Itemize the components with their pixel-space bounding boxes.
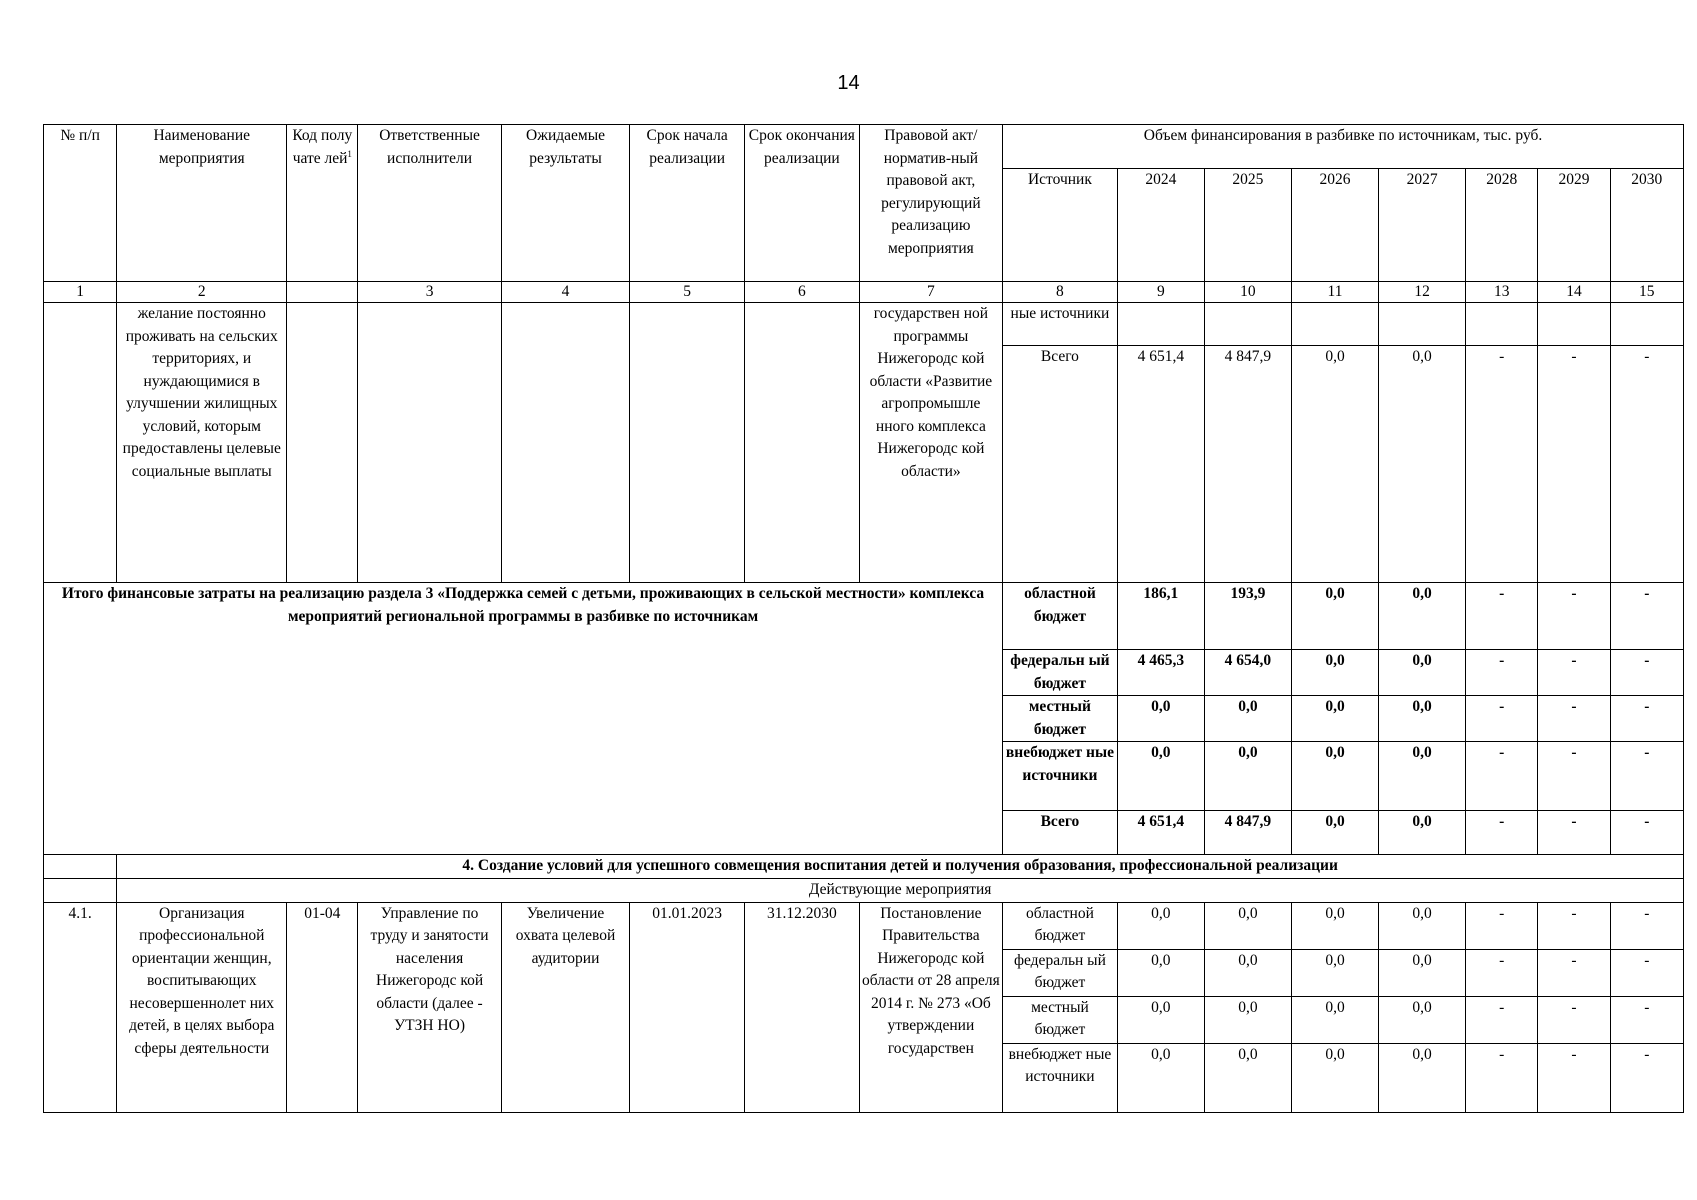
cell-value: -: [1466, 1043, 1538, 1112]
cell-value: 0,0: [1117, 949, 1204, 996]
cell-value: -: [1466, 949, 1538, 996]
cell-value: 0,0: [1117, 902, 1204, 949]
total-value: -: [1538, 696, 1610, 742]
total-value: 0,0: [1379, 650, 1466, 696]
header-code-footnote: 1: [347, 148, 352, 159]
cell-start: [630, 303, 745, 583]
column-number: 10: [1204, 282, 1291, 303]
header-year: 2025: [1204, 169, 1291, 282]
section-row: [44, 855, 1684, 879]
cell-num: 4.1.: [44, 902, 117, 1112]
header-code: [287, 125, 358, 282]
header-responsible: Ответственные исполнители: [358, 125, 501, 282]
total-value: 193,9: [1204, 583, 1291, 650]
cell-source: внебюджет ные источники: [1003, 1043, 1118, 1112]
cell-code: [287, 303, 358, 583]
total-value: 0,0: [1291, 650, 1378, 696]
section-title: 4. Создание условий для успешного совмещения воспитания детей и получения образования, профессиональной реализации: [117, 855, 1684, 879]
cell-value: [1466, 303, 1538, 346]
total-value: 0,0: [1291, 811, 1378, 855]
column-number: 3: [358, 282, 501, 303]
cell-results: [501, 303, 630, 583]
cell-value: 0,0: [1204, 996, 1291, 1043]
column-number: 13: [1466, 282, 1538, 303]
cell-value: 0,0: [1379, 996, 1466, 1043]
cell-value: -: [1610, 346, 1683, 583]
cell-act: государствен ной программы Нижегородс кой области «Развитие агропромышле нного комплекса Нижегородс кой области»: [859, 303, 1002, 583]
cell-value: 0,0: [1117, 1043, 1204, 1112]
column-number: 1: [44, 282, 117, 303]
column-number: [287, 282, 358, 303]
cell-value: -: [1538, 949, 1610, 996]
cell-value: -: [1610, 902, 1683, 949]
header-name: Наименование мероприятия: [117, 125, 287, 282]
cell-end: [744, 303, 859, 583]
column-number: 6: [744, 282, 859, 303]
cell-activity-name: желание постоянно проживать на сельских территориях, и нуждающимися в улучшении жилищных условий, которым предоставлены целевые социальные выплаты: [117, 303, 287, 583]
cell-source: областной бюджет: [1003, 902, 1118, 949]
total-value: -: [1610, 811, 1683, 855]
cell-value: [1538, 303, 1610, 346]
header-year: 2030: [1610, 169, 1683, 282]
cell-results: Увеличение охвата целевой аудитории: [501, 902, 630, 1112]
total-value: -: [1610, 583, 1683, 650]
cell-value: 0,0: [1291, 949, 1378, 996]
total-value: -: [1466, 742, 1538, 811]
total-source: федеральн ый бюджет: [1003, 650, 1118, 696]
cell-act: Постановление Правительства Нижегородс кой области от 28 апреля 2014 г. № 273 «Об утверждении государствен: [859, 902, 1002, 1112]
total-value: 4 847,9: [1204, 811, 1291, 855]
cell-value: 0,0: [1291, 902, 1378, 949]
header-end: Срок окончания реализации: [744, 125, 859, 282]
column-number: 12: [1379, 282, 1466, 303]
cell-activity-name: Организация профессиональной ориентации женщин, воспитывающих несовершеннолет них детей, в целях выбора сферы деятельности: [117, 902, 287, 1112]
cell-source: федеральн ый бюджет: [1003, 949, 1118, 996]
cell-value: 0,0: [1204, 1043, 1291, 1112]
total-value: -: [1610, 696, 1683, 742]
header-code-text: Код полу чате лей: [292, 127, 353, 167]
header-start: Срок начала реализации: [630, 125, 745, 282]
cell-value: -: [1538, 996, 1610, 1043]
header-year: 2024: [1117, 169, 1204, 282]
total-value: 4 465,3: [1117, 650, 1204, 696]
cell-value: [1291, 303, 1378, 346]
cell-value: -: [1466, 902, 1538, 949]
cell-value: -: [1466, 346, 1538, 583]
cell-responsible: [358, 303, 501, 583]
cell-source: местный бюджет: [1003, 996, 1118, 1043]
table-row: [44, 902, 1684, 949]
column-number: 15: [1610, 282, 1683, 303]
total-row: [44, 583, 1684, 650]
cell-value: -: [1466, 996, 1538, 1043]
cell-value: 0,0: [1379, 902, 1466, 949]
table-row: [44, 303, 1684, 346]
total-value: -: [1466, 583, 1538, 650]
total-value: 0,0: [1117, 696, 1204, 742]
total-source: внебюджет ные источники: [1003, 742, 1118, 811]
header-year: 2026: [1291, 169, 1378, 282]
cell-value: -: [1538, 902, 1610, 949]
column-number: 7: [859, 282, 1002, 303]
section-num-cell: [44, 855, 117, 879]
total-value: 0,0: [1379, 811, 1466, 855]
total-value: -: [1538, 811, 1610, 855]
cell-value: 0,0: [1379, 949, 1466, 996]
total-value: 4 654,0: [1204, 650, 1291, 696]
cell-end: 31.12.2030: [744, 902, 859, 1112]
column-number: 14: [1538, 282, 1610, 303]
funding-table: [43, 124, 1684, 1113]
column-number-row: [44, 282, 1684, 303]
page-number: 14: [837, 72, 860, 94]
column-number: 11: [1291, 282, 1378, 303]
total-value: 0,0: [1379, 583, 1466, 650]
cell-value: 0,0: [1379, 1043, 1466, 1112]
total-value: -: [1466, 650, 1538, 696]
cell-value: 0,0: [1291, 1043, 1378, 1112]
total-value: 0,0: [1204, 742, 1291, 811]
cell-code: 01-04: [287, 902, 358, 1112]
header-year: 2027: [1379, 169, 1466, 282]
total-source: областной бюджет: [1003, 583, 1118, 650]
header-finance: Объем финансирования в разбивке по источникам, тыс. руб.: [1003, 125, 1684, 169]
cell-value: 4 651,4: [1117, 346, 1204, 583]
header-row: [44, 125, 1684, 169]
total-value: 0,0: [1291, 696, 1378, 742]
total-value: 0,0: [1204, 696, 1291, 742]
header-act: Правовой акт/норматив-ный правовой акт, регулирующий реализацию мероприятия: [859, 125, 1002, 282]
cell-value: 0,0: [1117, 996, 1204, 1043]
cell-source: ные источники: [1003, 303, 1118, 346]
total-value: 0,0: [1291, 742, 1378, 811]
subsection-row: [44, 879, 1684, 903]
header-year: 2029: [1538, 169, 1610, 282]
cell-value: -: [1538, 346, 1610, 583]
cell-start: 01.01.2023: [630, 902, 745, 1112]
cell-responsible: Управление по труду и занятости населения Нижегородс кой области (далее - УТЗН НО): [358, 902, 501, 1112]
cell-value: [1117, 303, 1204, 346]
cell-value: [1204, 303, 1291, 346]
cell-value: -: [1610, 949, 1683, 996]
total-value: -: [1466, 696, 1538, 742]
total-value: 0,0: [1291, 583, 1378, 650]
total-value: 0,0: [1379, 696, 1466, 742]
total-source: местный бюджет: [1003, 696, 1118, 742]
cell-value: 0,0: [1379, 346, 1466, 583]
column-number: 4: [501, 282, 630, 303]
header-results: Ожидаемые результаты: [501, 125, 630, 282]
total-source: Всего: [1003, 811, 1118, 855]
subsection-num-cell: [44, 879, 117, 903]
total-value: -: [1466, 811, 1538, 855]
column-number: 5: [630, 282, 745, 303]
cell-value: 4 847,9: [1204, 346, 1291, 583]
subsection-title: Действующие мероприятия: [117, 879, 1684, 903]
cell-value: [1379, 303, 1466, 346]
total-label: Итого финансовые затраты на реализацию раздела 3 «Поддержка семей с детьми, проживающих в сельской местности» комплекса мероприятий региональной программы в разбивке по источникам: [44, 583, 1003, 855]
header-num: № п/п: [44, 125, 117, 282]
cell-source: Всего: [1003, 346, 1118, 583]
total-value: 0,0: [1117, 742, 1204, 811]
total-value: -: [1538, 583, 1610, 650]
cell-num: [44, 303, 117, 583]
cell-value: -: [1538, 1043, 1610, 1112]
cell-value: [1610, 303, 1683, 346]
column-number: 2: [117, 282, 287, 303]
cell-value: 0,0: [1291, 346, 1378, 583]
cell-value: 0,0: [1291, 996, 1378, 1043]
total-value: -: [1538, 742, 1610, 811]
cell-value: 0,0: [1204, 902, 1291, 949]
cell-value: -: [1610, 996, 1683, 1043]
cell-value: -: [1610, 1043, 1683, 1112]
header-year: 2028: [1466, 169, 1538, 282]
column-number: 8: [1003, 282, 1118, 303]
cell-value: 0,0: [1204, 949, 1291, 996]
total-value: -: [1538, 650, 1610, 696]
header-source: Источник: [1003, 169, 1118, 282]
total-value: -: [1610, 650, 1683, 696]
column-number: 9: [1117, 282, 1204, 303]
total-value: -: [1610, 742, 1683, 811]
total-value: 4 651,4: [1117, 811, 1204, 855]
total-value: 0,0: [1379, 742, 1466, 811]
total-value: 186,1: [1117, 583, 1204, 650]
